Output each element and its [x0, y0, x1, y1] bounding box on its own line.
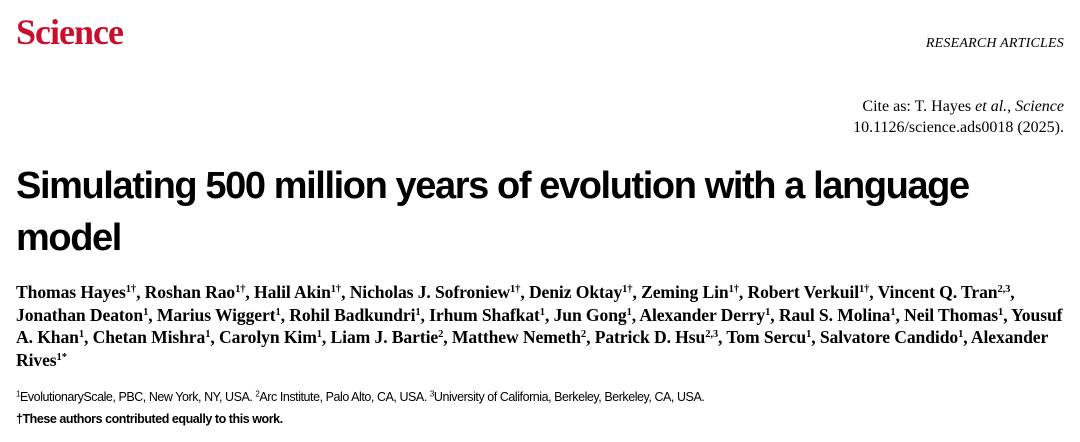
affiliation-number: 3 [429, 389, 434, 399]
citation-separator: , [1007, 98, 1016, 115]
citation-etal: et al. [975, 98, 1008, 115]
author [16, 282, 136, 302]
author-name: Deniz Oktay [528, 282, 623, 302]
author [595, 327, 718, 347]
affiliation [255, 390, 426, 404]
author [726, 327, 811, 347]
author-name: Tom Sercu [726, 327, 807, 347]
author [529, 282, 633, 302]
author-affiliation-marks: 1 [890, 306, 896, 318]
author [779, 305, 896, 325]
author-affiliation-marks: 1 [143, 306, 149, 318]
affiliation-number: 2 [255, 389, 260, 399]
paper-title: Simulating 500 million years of evolution with a language model [16, 165, 969, 259]
author-name: Rohil Badkundri [289, 304, 416, 325]
citation-block [853, 96, 1064, 138]
author-affiliation-marks: 1 [205, 328, 211, 340]
author [878, 282, 1011, 302]
author-name: Vincent Q. Tran [877, 282, 998, 302]
author [145, 282, 246, 302]
author-name: Robert Verkuil [747, 282, 859, 302]
author-name: Matthew Nemeth [451, 327, 581, 347]
author-name: Raul S. Molina [778, 304, 891, 325]
equal-contribution-note: †These authors contributed equally to this work. [16, 412, 283, 426]
author [820, 327, 963, 347]
affiliation-text: EvolutionaryScale, PBC, New York, NY, USA. [20, 390, 253, 404]
author [639, 305, 770, 325]
author [452, 327, 586, 347]
author-affiliation-marks: 1 [78, 328, 85, 340]
author-name: Carolyn Kim [218, 327, 317, 347]
author-name: Thomas Hayes [16, 282, 126, 302]
author-name: Irhum Shafkat [429, 304, 540, 325]
author [904, 305, 1003, 325]
affiliation [430, 390, 704, 404]
author-affiliation-marks: 2,3 [997, 283, 1011, 295]
author-affiliation-marks: 1* [56, 351, 67, 363]
author-affiliation-marks: 1 [998, 306, 1004, 318]
affiliation-text: Arc Institute, Palo Alto, CA, USA. [259, 390, 427, 404]
author [219, 327, 322, 347]
citation-prefix: Cite as: T. Hayes [862, 98, 976, 115]
author [350, 282, 521, 302]
author [554, 305, 632, 325]
author [331, 327, 444, 347]
author-affiliation-marks: 1 [275, 306, 281, 318]
author [254, 282, 341, 302]
section-label: RESEARCH ARTICLES [925, 36, 1064, 51]
author-name: Halil Akin [254, 282, 331, 302]
affiliations-line [16, 389, 1066, 405]
author [16, 305, 148, 325]
affiliation-number: 1 [16, 389, 20, 399]
author-affiliation-marks: 2,3 [705, 328, 719, 340]
author-name: Liam J. Bartie [330, 327, 439, 347]
author [429, 305, 545, 325]
author-affiliation-marks: 2 [438, 328, 444, 340]
author-affiliation-marks: 1 [539, 306, 545, 318]
author-affiliation-marks: 1† [510, 283, 521, 295]
author-affiliation-marks: 1† [235, 283, 246, 295]
author-name: Neil Thomas [904, 304, 999, 325]
author-name: Nicholas J. Sofroniew [349, 282, 511, 302]
author [641, 282, 739, 302]
citation-line [853, 96, 1064, 117]
author-affiliation-marks: 1 [626, 306, 632, 318]
author-name: Patrick D. Hsu [594, 327, 706, 347]
author-name: Chetan Mishra [92, 327, 206, 347]
author-affiliation-marks: 1† [858, 283, 870, 295]
citation-journal: Science [1015, 98, 1064, 115]
journal-logo: Science [16, 12, 123, 52]
author-affiliation-marks: 1 [765, 306, 771, 318]
author-name: Alexander Derry [639, 304, 766, 325]
author-affiliation-marks: 1 [806, 328, 812, 340]
author-affiliation-marks: 2 [580, 328, 587, 340]
author-affiliation-marks: 1† [330, 283, 342, 295]
author-affiliation-marks: 1† [622, 283, 633, 295]
author-affiliation-marks: 1 [415, 306, 421, 318]
author-name: Salvatore Candido [819, 327, 959, 347]
author-name: Marius Wiggert [156, 304, 276, 325]
author [93, 327, 211, 347]
author-name: Jonathan Deaton [16, 304, 144, 325]
author-affiliation-marks: 1† [125, 283, 137, 295]
affiliation-text: University of California, Berkeley, Berkeley, CA, USA. [433, 390, 705, 404]
author-affiliation-marks: 1† [728, 283, 739, 295]
author-list: Thomas Hayes$^{1\dagger}$, Roshan Rao$^{1\dagger}$, Halil Akin$^{1\dagger}$, Nicholas J. Sofroniew$^{1\dagger}$, Deniz Oktay$^{1\dagger}$, Zeming Lin$^{1\dagger}$, Robert Verkuil$^{1\dagger}$, Vincent Q. Tran$^{2,3}$, Jonathan Deaton$^1$, Marius Wiggert$^1$, Rohil Badkundri$^1$, Irhum Shafkat$^1$, Jun Gong$^1$, Alexander Derry$^1$, Raul S. Molina$^1$, Neil Thomas$^1$, Yousuf A. Khan$^1$, Chetan Mishra$^1$, Carolyn Kim$^1$, Liam J. Bartie$^2$, Matthew Nemeth$^2$, Patrick D. Hsu$^{2,3}$, Tom Sercu$^1$, Salvatore Candido$^1$, Alexander Rives$^{1*}$ [16, 282, 1063, 370]
author-name: Roshan Rao [144, 282, 236, 302]
author-name: Alexander Rives [16, 327, 1048, 370]
affiliation [16, 390, 252, 404]
author-affiliation-marks: 1 [316, 328, 322, 340]
author-name: Jun Gong [553, 304, 627, 325]
author-affiliation-marks: 1 [958, 328, 964, 340]
citation-doi: 10.1126/science.ads0018 (2025). [853, 119, 1064, 136]
author-name: Yousuf A. Khan [16, 304, 1063, 347]
author [157, 305, 281, 325]
author [747, 282, 869, 302]
author-name: Zeming Lin [641, 282, 729, 302]
author [289, 305, 420, 325]
